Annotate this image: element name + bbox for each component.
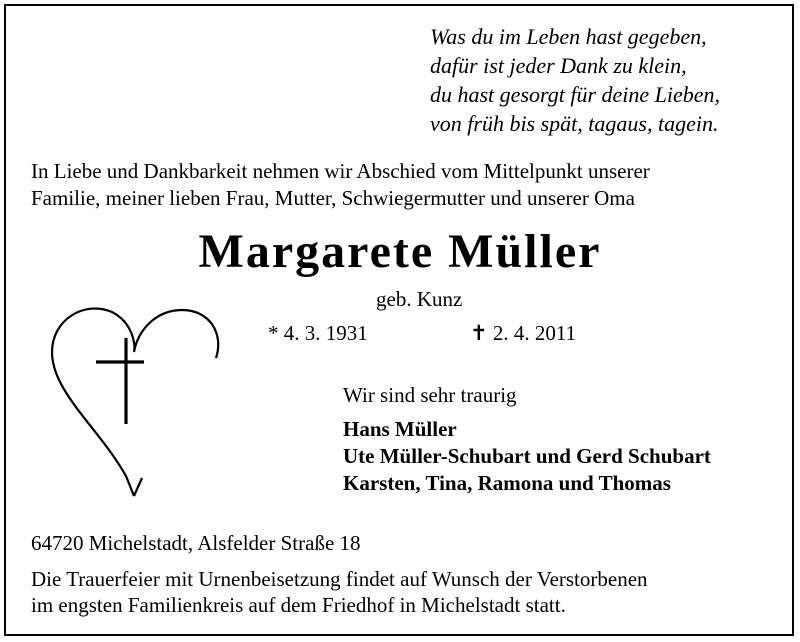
mourning-statement: Wir sind sehr traurig	[343, 383, 517, 407]
funeral-notice	[31, 566, 648, 618]
intro-line: Familie, meiner lieben Frau, Mutter, Schwiegermutter und unserer Oma	[31, 186, 635, 210]
poem-line: Was du im Leben hast gegeben,	[430, 24, 707, 49]
notice-line: Die Trauerfeier mit Urnenbeisetzung findet auf Wunsch der Verstorbenen	[31, 567, 648, 591]
intro-line: In Liebe und Dankbarkeit nehmen wir Abschied vom Mittelpunkt unserer	[31, 159, 650, 183]
poem-line: du hast gesorgt für deine Lieben,	[430, 82, 721, 107]
mourner-list	[343, 416, 711, 497]
memorial-poem	[430, 22, 720, 138]
mourner-name: Karsten, Tina, Ramona und Thomas	[343, 471, 671, 495]
intro-text	[31, 158, 650, 212]
heart-outline	[52, 308, 218, 496]
deceased-name: Margarete Müller	[198, 225, 602, 278]
maiden-name: geb. Kunz	[376, 287, 463, 311]
poem-line: dafür ist jeder Dank zu klein,	[430, 53, 687, 78]
mourner-name: Ute Müller-Schubart und Gerd Schubart	[343, 444, 711, 468]
birth-date: * 4. 3. 1931	[268, 321, 368, 345]
address: 64720 Michelstadt, Alsfelder Straße 18	[31, 531, 361, 555]
poem-line: von früh bis spät, tagaus, tagein.	[430, 111, 719, 136]
mourner-name: Hans Müller	[343, 417, 457, 441]
heart-with-cross-icon	[44, 300, 224, 505]
death-date: ✝ 2. 4. 2011	[470, 321, 577, 345]
heart-tip	[134, 478, 142, 496]
notice-line: im engsten Familienkreis auf dem Friedhof in Michelstadt statt.	[31, 593, 566, 617]
